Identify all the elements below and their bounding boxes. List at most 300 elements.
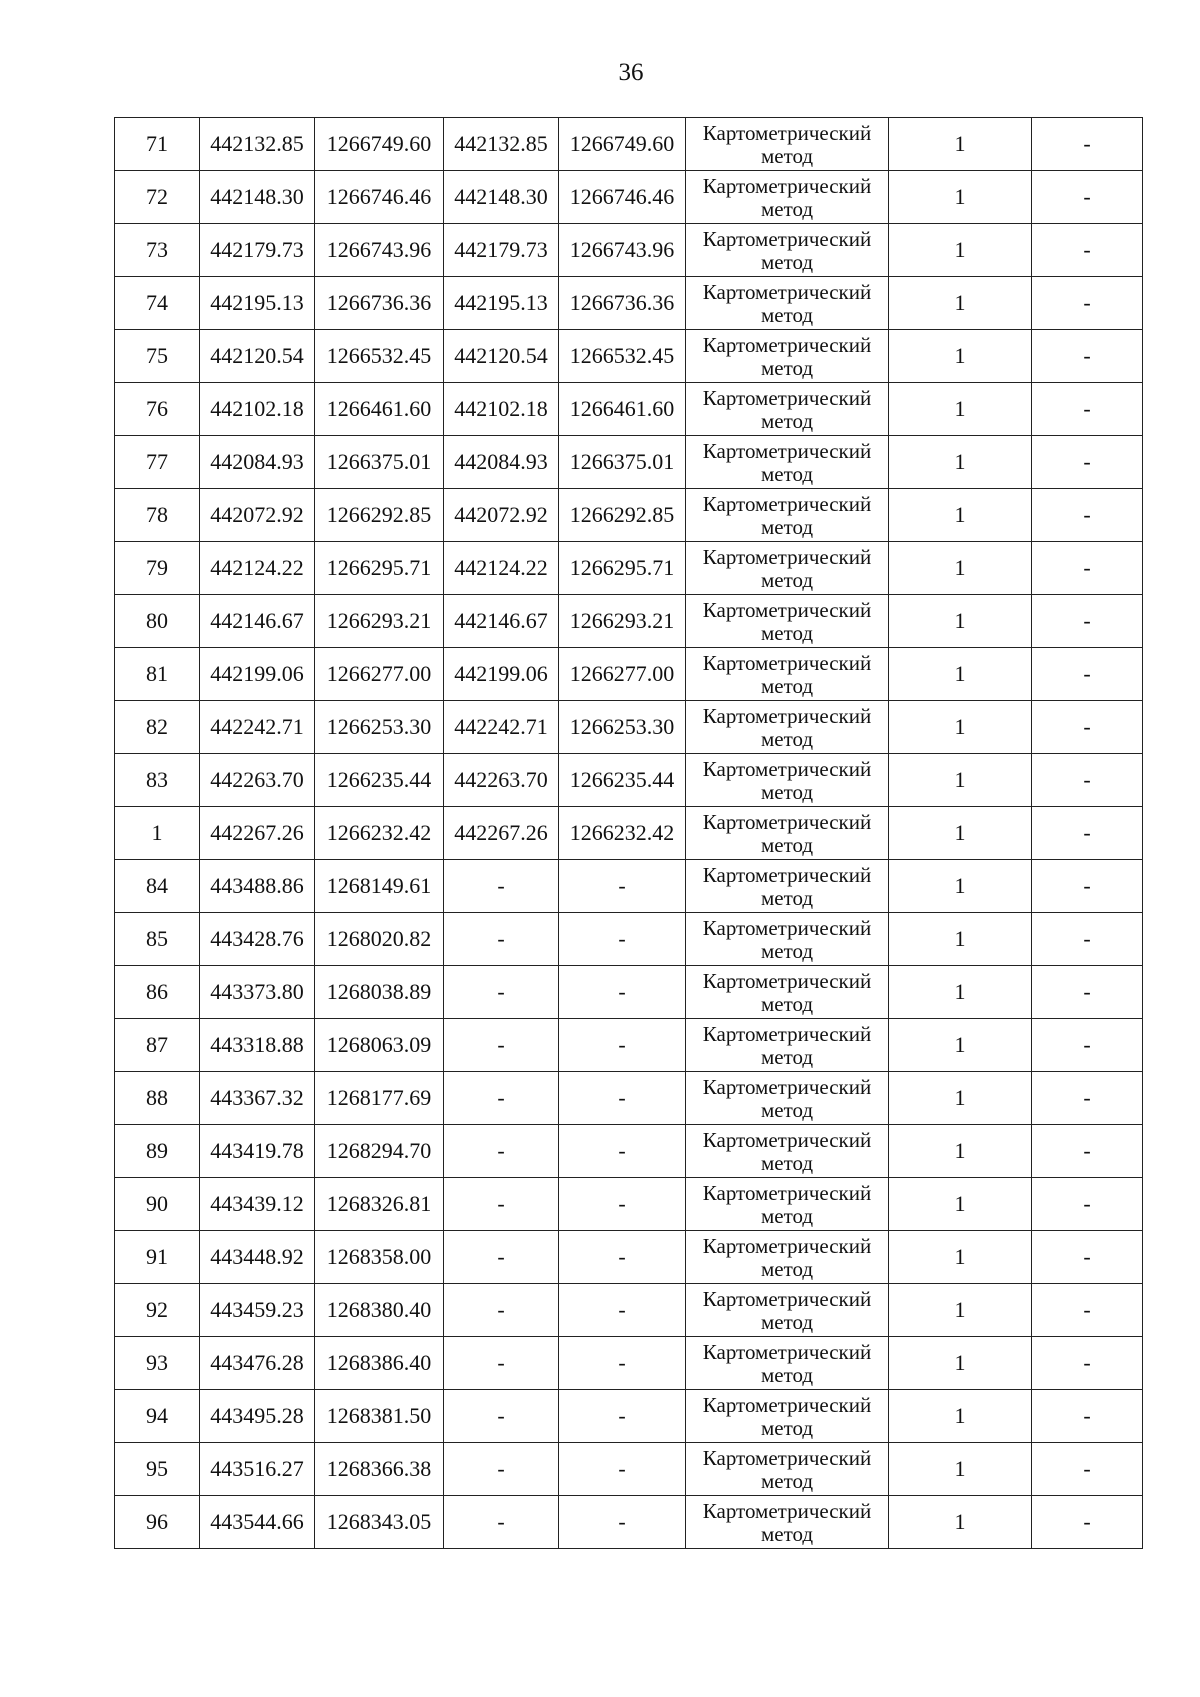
method-cell [686, 489, 889, 542]
description-cell: - [1032, 1284, 1143, 1337]
existing-x-cell: 443459.23 [200, 1284, 315, 1337]
existing-x-cell: 443439.12 [200, 1178, 315, 1231]
description-cell: - [1032, 1178, 1143, 1231]
specified-y-cell: 1266295.71 [559, 542, 686, 595]
method-text-line: метод [760, 196, 814, 221]
existing-x-cell: 442120.54 [200, 330, 315, 383]
specified-y-cell: - [559, 1019, 686, 1072]
specified-x-cell: - [444, 913, 559, 966]
existing-y-cell: 1268177.69 [315, 1072, 444, 1125]
method-cell [686, 224, 889, 277]
existing-x-cell: 442084.93 [200, 436, 315, 489]
point-number-cell: 82 [115, 701, 200, 754]
method-text-line: Картометрический [702, 650, 872, 675]
table-row [115, 118, 1143, 171]
point-number-cell: 72 [115, 171, 200, 224]
existing-x-cell: 443516.27 [200, 1443, 315, 1496]
specified-y-cell: 1266293.21 [559, 595, 686, 648]
description-cell: - [1032, 754, 1143, 807]
point-number-cell: 93 [115, 1337, 200, 1390]
existing-x-cell: 442072.92 [200, 489, 315, 542]
table-row [115, 1231, 1143, 1284]
method-text-line: Картометрический [702, 597, 872, 622]
specified-x-cell: 442124.22 [444, 542, 559, 595]
method-text-line: метод [760, 567, 814, 592]
method-text-line: Картометрический [702, 756, 872, 781]
method-text-line: Картометрический [702, 1392, 872, 1417]
point-number-cell: 87 [115, 1019, 200, 1072]
method-text-line: метод [760, 1468, 814, 1493]
description-cell: - [1032, 807, 1143, 860]
existing-y-cell: 1268386.40 [315, 1337, 444, 1390]
method-text-line: Картометрический [702, 226, 872, 251]
method-cell [686, 436, 889, 489]
table-row [115, 1284, 1143, 1337]
existing-y-cell: 1266292.85 [315, 489, 444, 542]
table-row [115, 913, 1143, 966]
page-number: 36 [618, 59, 644, 86]
existing-x-cell: 443428.76 [200, 913, 315, 966]
point-number-cell: 80 [115, 595, 200, 648]
specified-x-cell: 442242.71 [444, 701, 559, 754]
existing-y-cell: 1266749.60 [315, 118, 444, 171]
description-cell: - [1032, 171, 1143, 224]
method-text-line: метод [760, 885, 814, 910]
specified-y-cell: - [559, 913, 686, 966]
specified-y-cell: 1266532.45 [559, 330, 686, 383]
table-row [115, 966, 1143, 1019]
description-cell: - [1032, 542, 1143, 595]
method-text-line: Картометрический [702, 120, 872, 145]
description-cell: - [1032, 330, 1143, 383]
point-number-cell: 77 [115, 436, 200, 489]
accuracy-cell: 1 [889, 701, 1032, 754]
description-cell: - [1032, 224, 1143, 277]
existing-x-cell: 442199.06 [200, 648, 315, 701]
specified-y-cell: - [559, 1125, 686, 1178]
table-row [115, 860, 1143, 913]
description-cell: - [1032, 1019, 1143, 1072]
point-number-cell: 95 [115, 1443, 200, 1496]
accuracy-cell: 1 [889, 1072, 1032, 1125]
table-row [115, 648, 1143, 701]
specified-y-cell: 1266746.46 [559, 171, 686, 224]
point-number-cell: 96 [115, 1496, 200, 1549]
table-row [115, 1125, 1143, 1178]
accuracy-cell: 1 [889, 1443, 1032, 1496]
method-text-line: метод [760, 991, 814, 1016]
existing-x-cell: 442179.73 [200, 224, 315, 277]
existing-y-cell: 1268326.81 [315, 1178, 444, 1231]
specified-y-cell: 1266235.44 [559, 754, 686, 807]
specified-y-cell: - [559, 966, 686, 1019]
method-cell [686, 1072, 889, 1125]
method-cell [686, 966, 889, 1019]
specified-x-cell: 442195.13 [444, 277, 559, 330]
method-cell [686, 807, 889, 860]
specified-x-cell: 442120.54 [444, 330, 559, 383]
specified-x-cell: - [444, 1072, 559, 1125]
method-text-line: Картометрический [702, 332, 872, 357]
method-text-line: метод [760, 1044, 814, 1069]
table-row [115, 1072, 1143, 1125]
accuracy-cell: 1 [889, 224, 1032, 277]
method-cell [686, 171, 889, 224]
table-row [115, 807, 1143, 860]
existing-x-cell: 442195.13 [200, 277, 315, 330]
method-text-line: Картометрический [702, 1127, 872, 1152]
method-cell [686, 1443, 889, 1496]
specified-y-cell: 1266253.30 [559, 701, 686, 754]
specified-x-cell: 442084.93 [444, 436, 559, 489]
point-number-cell: 85 [115, 913, 200, 966]
point-number-cell: 75 [115, 330, 200, 383]
specified-y-cell: 1266375.01 [559, 436, 686, 489]
method-text-line: Картометрический [702, 1074, 872, 1099]
method-text-line: метод [760, 1150, 814, 1175]
point-number-cell: 92 [115, 1284, 200, 1337]
existing-x-cell: 443488.86 [200, 860, 315, 913]
accuracy-cell: 1 [889, 1337, 1032, 1390]
method-text-line: метод [760, 726, 814, 751]
existing-x-cell: 442148.30 [200, 171, 315, 224]
specified-x-cell: 442146.67 [444, 595, 559, 648]
point-number-cell: 1 [115, 807, 200, 860]
accuracy-cell: 1 [889, 1284, 1032, 1337]
method-text-line: метод [760, 1256, 814, 1281]
description-cell: - [1032, 383, 1143, 436]
description-cell: - [1032, 1443, 1143, 1496]
existing-y-cell: 1266277.00 [315, 648, 444, 701]
table-row [115, 171, 1143, 224]
point-number-cell: 79 [115, 542, 200, 595]
existing-x-cell: 443367.32 [200, 1072, 315, 1125]
description-cell: - [1032, 1231, 1143, 1284]
specified-x-cell: 442179.73 [444, 224, 559, 277]
method-text-line: метод [760, 779, 814, 804]
specified-x-cell: - [444, 1337, 559, 1390]
specified-y-cell: - [559, 1337, 686, 1390]
accuracy-cell: 1 [889, 436, 1032, 489]
method-text-line: метод [760, 1097, 814, 1122]
point-number-cell: 89 [115, 1125, 200, 1178]
existing-y-cell: 1266746.46 [315, 171, 444, 224]
accuracy-cell: 1 [889, 383, 1032, 436]
method-text-line: метод [760, 1309, 814, 1334]
specified-x-cell: 442267.26 [444, 807, 559, 860]
existing-x-cell: 442124.22 [200, 542, 315, 595]
existing-y-cell: 1266235.44 [315, 754, 444, 807]
specified-y-cell: - [559, 1443, 686, 1496]
method-text-line: Картометрический [702, 915, 872, 940]
accuracy-cell: 1 [889, 1125, 1032, 1178]
table-row [115, 1019, 1143, 1072]
table-row [115, 595, 1143, 648]
table-row [115, 330, 1143, 383]
description-cell: - [1032, 1496, 1143, 1549]
existing-y-cell: 1266293.21 [315, 595, 444, 648]
specified-x-cell: - [444, 1178, 559, 1231]
specified-y-cell: 1266736.36 [559, 277, 686, 330]
method-text-line: Картометрический [702, 968, 872, 993]
table-row [115, 489, 1143, 542]
point-number-cell: 78 [115, 489, 200, 542]
table-row [115, 224, 1143, 277]
existing-y-cell: 1268381.50 [315, 1390, 444, 1443]
description-cell: - [1032, 436, 1143, 489]
description-cell: - [1032, 860, 1143, 913]
table-row [115, 383, 1143, 436]
coordinates-table [114, 117, 1143, 1549]
point-number-cell: 73 [115, 224, 200, 277]
method-cell [686, 595, 889, 648]
existing-y-cell: 1266736.36 [315, 277, 444, 330]
existing-y-cell: 1268063.09 [315, 1019, 444, 1072]
specified-y-cell: 1266461.60 [559, 383, 686, 436]
table-row [115, 277, 1143, 330]
specified-x-cell: - [444, 1443, 559, 1496]
specified-x-cell: 442148.30 [444, 171, 559, 224]
existing-x-cell: 443495.28 [200, 1390, 315, 1443]
method-text-line: метод [760, 1415, 814, 1440]
method-text-line: метод [760, 514, 814, 539]
existing-y-cell: 1266232.42 [315, 807, 444, 860]
method-text-line: Картометрический [702, 173, 872, 198]
method-cell [686, 913, 889, 966]
accuracy-cell: 1 [889, 171, 1032, 224]
method-text-line: Картометрический [702, 438, 872, 463]
existing-y-cell: 1268038.89 [315, 966, 444, 1019]
method-text-line: Картометрический [702, 1498, 872, 1523]
point-number-cell: 74 [115, 277, 200, 330]
method-text-line: Картометрический [702, 862, 872, 887]
method-text-line: метод [760, 673, 814, 698]
specified-y-cell: - [559, 1178, 686, 1231]
point-number-cell: 71 [115, 118, 200, 171]
method-cell [686, 542, 889, 595]
accuracy-cell: 1 [889, 648, 1032, 701]
existing-x-cell: 442263.70 [200, 754, 315, 807]
specified-y-cell: - [559, 1496, 686, 1549]
specified-y-cell: 1266292.85 [559, 489, 686, 542]
point-number-cell: 94 [115, 1390, 200, 1443]
method-text-line: Картометрический [702, 1180, 872, 1205]
method-text-line: метод [760, 461, 814, 486]
description-cell: - [1032, 648, 1143, 701]
method-text-line: Картометрический [702, 1021, 872, 1046]
accuracy-cell: 1 [889, 1178, 1032, 1231]
point-number-cell: 84 [115, 860, 200, 913]
method-cell [686, 1231, 889, 1284]
description-cell: - [1032, 701, 1143, 754]
method-cell [686, 1284, 889, 1337]
specified-x-cell: 442263.70 [444, 754, 559, 807]
table-row [115, 1443, 1143, 1496]
accuracy-cell: 1 [889, 807, 1032, 860]
method-text-line: Картометрический [702, 1339, 872, 1364]
description-cell: - [1032, 1072, 1143, 1125]
method-text-line: Картометрический [702, 1445, 872, 1470]
method-text-line: Картометрический [702, 544, 872, 569]
method-text-line: метод [760, 408, 814, 433]
existing-y-cell: 1268380.40 [315, 1284, 444, 1337]
existing-x-cell: 443373.80 [200, 966, 315, 1019]
method-cell [686, 330, 889, 383]
description-cell: - [1032, 1125, 1143, 1178]
method-text-line: метод [760, 938, 814, 963]
accuracy-cell: 1 [889, 542, 1032, 595]
existing-y-cell: 1266253.30 [315, 701, 444, 754]
point-number-cell: 86 [115, 966, 200, 1019]
accuracy-cell: 1 [889, 277, 1032, 330]
existing-y-cell: 1268020.82 [315, 913, 444, 966]
specified-y-cell: 1266749.60 [559, 118, 686, 171]
description-cell: - [1032, 1390, 1143, 1443]
existing-y-cell: 1266295.71 [315, 542, 444, 595]
method-text-line: метод [760, 832, 814, 857]
specified-x-cell: 442072.92 [444, 489, 559, 542]
point-number-cell: 90 [115, 1178, 200, 1231]
specified-x-cell: - [444, 966, 559, 1019]
specified-x-cell: - [444, 1231, 559, 1284]
point-number-cell: 76 [115, 383, 200, 436]
existing-x-cell: 442242.71 [200, 701, 315, 754]
description-cell: - [1032, 913, 1143, 966]
method-text-line: Картометрический [702, 809, 872, 834]
method-text-line: метод [760, 1203, 814, 1228]
specified-x-cell: 442132.85 [444, 118, 559, 171]
method-text-line: метод [760, 302, 814, 327]
method-text-line: метод [760, 620, 814, 645]
specified-y-cell: - [559, 1284, 686, 1337]
method-text-line: Картометрический [702, 385, 872, 410]
specified-y-cell: - [559, 1231, 686, 1284]
method-text-line: метод [760, 355, 814, 380]
specified-y-cell: 1266277.00 [559, 648, 686, 701]
point-number-cell: 88 [115, 1072, 200, 1125]
existing-y-cell: 1268366.38 [315, 1443, 444, 1496]
method-cell [686, 1178, 889, 1231]
point-number-cell: 81 [115, 648, 200, 701]
description-cell: - [1032, 1337, 1143, 1390]
existing-y-cell: 1266743.96 [315, 224, 444, 277]
method-text-line: Картометрический [702, 1286, 872, 1311]
accuracy-cell: 1 [889, 1019, 1032, 1072]
existing-y-cell: 1268149.61 [315, 860, 444, 913]
method-cell [686, 701, 889, 754]
method-cell [686, 383, 889, 436]
accuracy-cell: 1 [889, 913, 1032, 966]
table-body [115, 118, 1143, 1549]
method-text-line: Картометрический [702, 491, 872, 516]
specified-x-cell: 442199.06 [444, 648, 559, 701]
existing-x-cell: 442102.18 [200, 383, 315, 436]
table-row [115, 436, 1143, 489]
specified-x-cell: - [444, 1390, 559, 1443]
specified-x-cell: 442102.18 [444, 383, 559, 436]
description-cell: - [1032, 966, 1143, 1019]
existing-x-cell: 443448.92 [200, 1231, 315, 1284]
existing-x-cell: 442146.67 [200, 595, 315, 648]
point-number-cell: 83 [115, 754, 200, 807]
description-cell: - [1032, 595, 1143, 648]
table-row [115, 542, 1143, 595]
method-text-line: метод [760, 1362, 814, 1387]
specified-y-cell: - [559, 1390, 686, 1443]
existing-x-cell: 443419.78 [200, 1125, 315, 1178]
specified-y-cell: 1266743.96 [559, 224, 686, 277]
table-row [115, 754, 1143, 807]
existing-y-cell: 1268294.70 [315, 1125, 444, 1178]
existing-x-cell: 442267.26 [200, 807, 315, 860]
method-cell [686, 860, 889, 913]
accuracy-cell: 1 [889, 1390, 1032, 1443]
specified-y-cell: 1266232.42 [559, 807, 686, 860]
method-cell [686, 754, 889, 807]
method-text-line: Картометрический [702, 279, 872, 304]
specified-x-cell: - [444, 1125, 559, 1178]
accuracy-cell: 1 [889, 1496, 1032, 1549]
accuracy-cell: 1 [889, 1231, 1032, 1284]
method-text-line: метод [760, 249, 814, 274]
method-cell [686, 1496, 889, 1549]
method-cell [686, 1125, 889, 1178]
method-cell [686, 1019, 889, 1072]
point-number-cell: 91 [115, 1231, 200, 1284]
accuracy-cell: 1 [889, 966, 1032, 1019]
table-row [115, 1337, 1143, 1390]
method-text-line: Картометрический [702, 703, 872, 728]
method-cell [686, 277, 889, 330]
specified-y-cell: - [559, 860, 686, 913]
specified-y-cell: - [559, 1072, 686, 1125]
specified-x-cell: - [444, 860, 559, 913]
accuracy-cell: 1 [889, 489, 1032, 542]
method-cell [686, 1337, 889, 1390]
specified-x-cell: - [444, 1019, 559, 1072]
existing-y-cell: 1266375.01 [315, 436, 444, 489]
existing-y-cell: 1268343.05 [315, 1496, 444, 1549]
accuracy-cell: 1 [889, 860, 1032, 913]
method-text-line: Картометрический [702, 1233, 872, 1258]
specified-x-cell: - [444, 1496, 559, 1549]
description-cell: - [1032, 277, 1143, 330]
table-row [115, 1178, 1143, 1231]
accuracy-cell: 1 [889, 118, 1032, 171]
existing-x-cell: 443318.88 [200, 1019, 315, 1072]
method-text-line: метод [760, 1521, 814, 1546]
existing-y-cell: 1268358.00 [315, 1231, 444, 1284]
description-cell: - [1032, 489, 1143, 542]
accuracy-cell: 1 [889, 330, 1032, 383]
table-row [115, 701, 1143, 754]
existing-y-cell: 1266532.45 [315, 330, 444, 383]
existing-x-cell: 443476.28 [200, 1337, 315, 1390]
accuracy-cell: 1 [889, 595, 1032, 648]
method-cell [686, 648, 889, 701]
existing-x-cell: 443544.66 [200, 1496, 315, 1549]
description-cell: - [1032, 118, 1143, 171]
method-cell [686, 1390, 889, 1443]
accuracy-cell: 1 [889, 754, 1032, 807]
specified-x-cell: - [444, 1284, 559, 1337]
existing-y-cell: 1266461.60 [315, 383, 444, 436]
method-text-line: метод [760, 143, 814, 168]
existing-x-cell: 442132.85 [200, 118, 315, 171]
method-cell [686, 118, 889, 171]
table-row [115, 1390, 1143, 1443]
table-row [115, 1496, 1143, 1549]
